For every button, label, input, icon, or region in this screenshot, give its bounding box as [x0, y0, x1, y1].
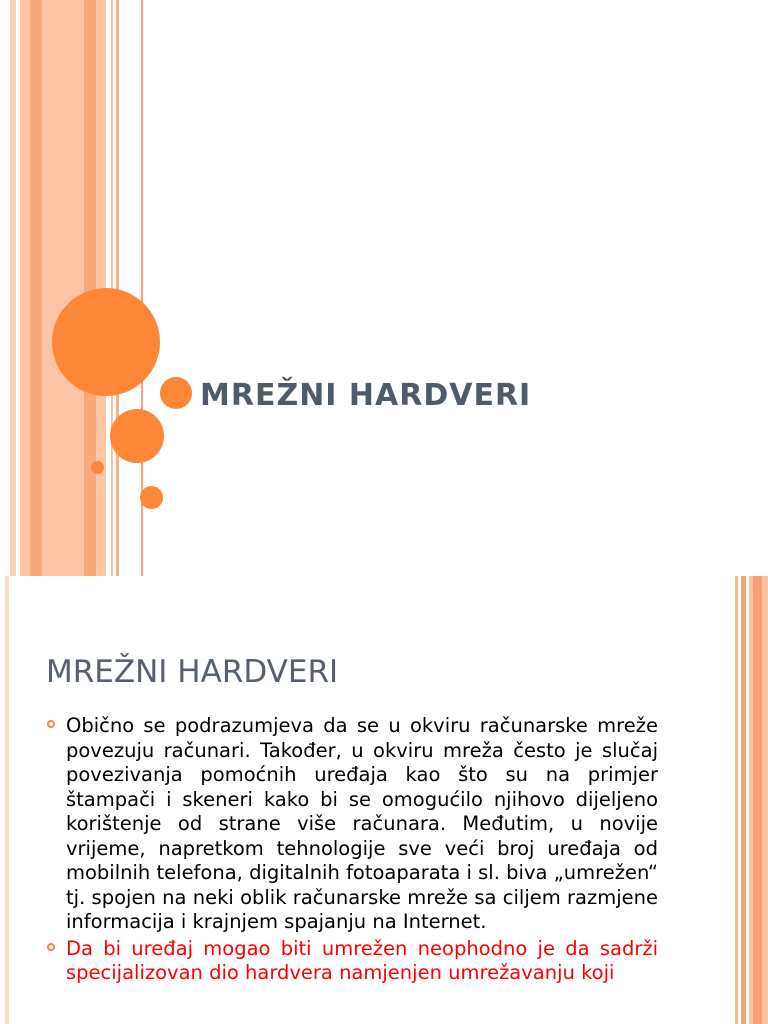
- decor-circle: [52, 288, 160, 396]
- decor-stripe: [5, 576, 9, 1024]
- decor-stripe: [10, 0, 16, 576]
- bullet-list: [46, 714, 658, 988]
- decor-circle: [160, 377, 192, 409]
- decor-stripe: [735, 576, 738, 1024]
- decor-circle: [91, 461, 104, 474]
- bullet-circle-icon: [47, 943, 55, 951]
- decor-circle: [140, 486, 163, 509]
- decor-stripe: [753, 576, 762, 1024]
- bullet-circle-icon: [47, 720, 55, 728]
- decor-circle: [110, 409, 164, 463]
- slide-title: MREŽNI HARDVERI: [200, 378, 532, 413]
- decor-stripe: [42, 0, 84, 576]
- bullet-item: [46, 714, 658, 935]
- content-slide: [0, 576, 768, 1024]
- bullet-text: Da bi uređaj mogao biti umrežen neophodno je da sadrži specijalizovan dio hardvera namjenjen umrežavanju koji: [66, 936, 658, 984]
- decor-stripe: [116, 0, 119, 576]
- bullet-item: [46, 937, 658, 986]
- slide-heading: MREŽNI HARDVERI: [46, 654, 339, 690]
- decor-stripe: [741, 576, 746, 1024]
- bullet-text: Obično se podrazumjeva da se u okviru računarske mreže povezuju računari. Također, u okviru mreža često je slučaj povezivanja pomoćnih uređaja kao što su na primjer štampači i skeneri kako bi se omogućilo njihovo dijeljeno korištenje od strane više računara. Međutim, u novije vrijeme, napretkom tehnologije sve veći broj uređaja od mobilnih telefona, digitalnih fotoaparata i sl. biva „umrežen“ tj. spojen na neki oblik računarske mreže sa ciljem razmjene informacija i krajnjem spajanju na Internet.: [66, 714, 658, 933]
